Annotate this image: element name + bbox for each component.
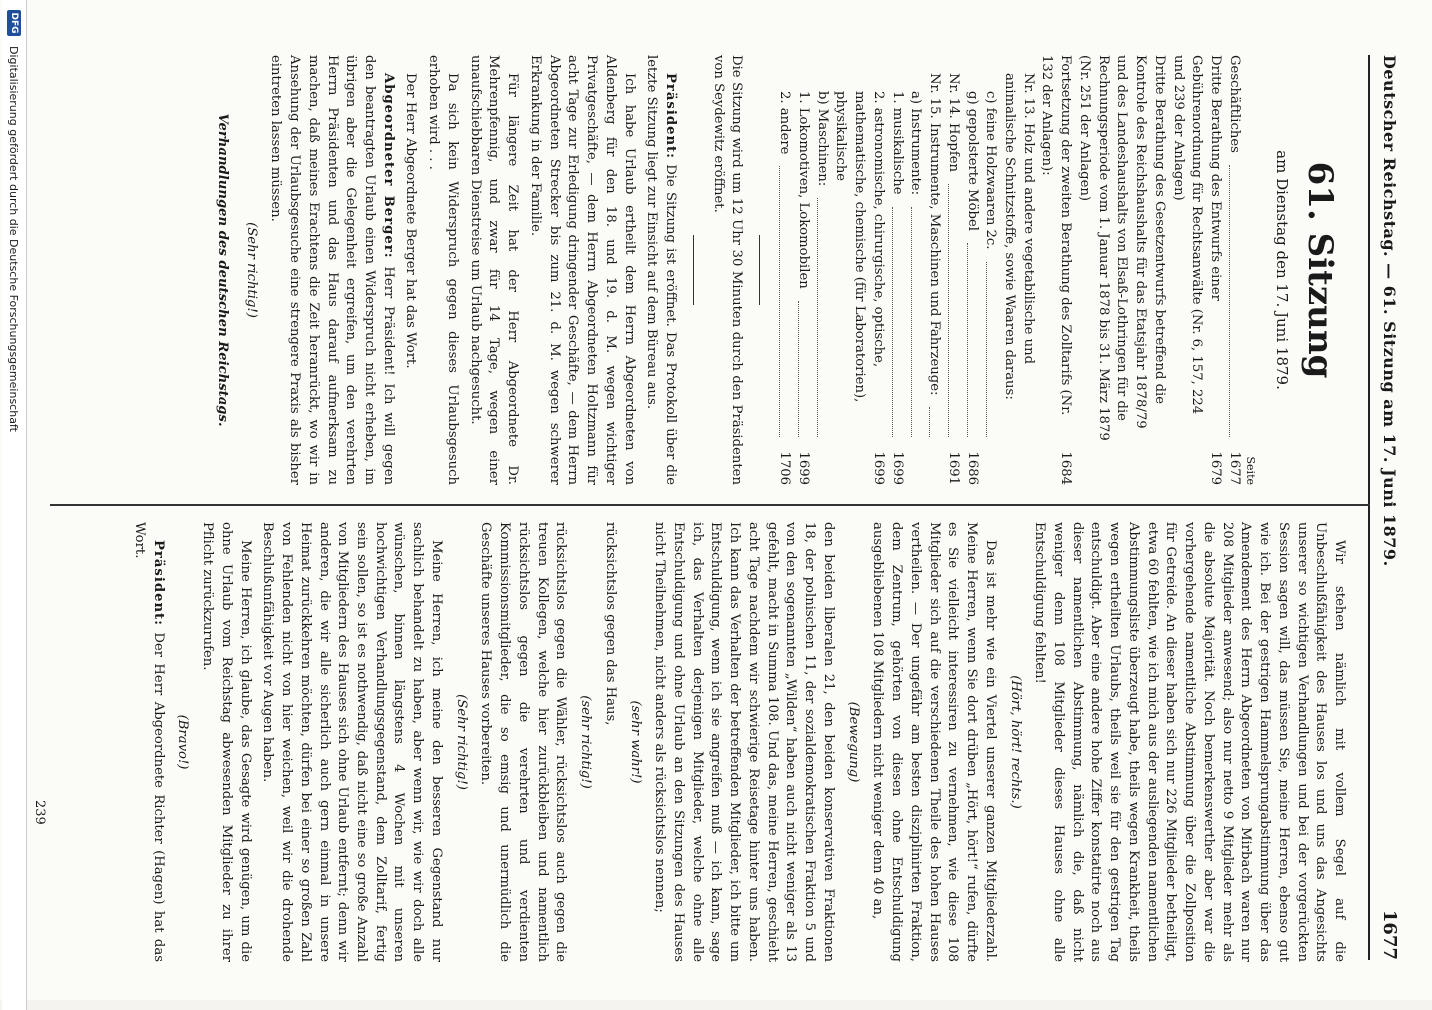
interjection-3: (sehr wahr!) xyxy=(627,700,643,784)
toc-entry-text: g) gepolsterte Möbel xyxy=(964,91,980,232)
toc-entry xyxy=(1074,55,1168,485)
interjection: (Sehr richtig!) xyxy=(243,222,259,318)
running-title: Deutscher Reichstag. — 61. Sitzung am 17. Juni 1879. xyxy=(1380,55,1400,567)
toc-entry-text: Dritte Berathung des Gesetzentwurfs betreffend die Kontrole des Reichshaushalts für das Etatsjahr 1878/79 und des Landeshaushalts von Elsaß-Lothringen für die Rechnungsperiode vom 1. Januar 1878 bis 31. März 1879 (Nr. 251 der Anlagen) xyxy=(1076,55,1167,441)
toc-leader-dots xyxy=(1229,165,1243,437)
toc-entry-page: 1699 xyxy=(795,451,811,485)
column-divider xyxy=(50,504,1370,506)
interjection-4: (sehr richtig!) xyxy=(578,695,594,789)
divider-rule-2 xyxy=(693,235,694,305)
toc-leader-dots xyxy=(967,243,981,437)
toc-entry xyxy=(812,55,831,485)
toc-leader-dots xyxy=(798,301,812,437)
berger-text: Herr Präsident! Ich will gegen den beantragten Urlaub einen Widerspruch nicht erheben, im übrigen aber die Gelegenheit ergreifen, um den verehrten Herrn Präsidenten und das Haus darauf aufmerksam zu machen, daß meines Erachtens die Zeit heranrückt, wo wir in Ansehung der Urlaubsgesuche eine strengere Praxis als bisher eintreten lassen müssen. xyxy=(268,55,396,485)
toc-entry xyxy=(887,55,906,485)
toc-entry xyxy=(999,55,1036,485)
toc-entry xyxy=(1168,55,1224,485)
toc-entry-page xyxy=(924,449,943,485)
digitization-text: Digitalisierung gefördert durch die Deutsche Forschungsgemeinschaft xyxy=(7,46,21,432)
divider-rule xyxy=(759,235,760,305)
toc-entry xyxy=(906,55,925,485)
toc-entry-text: b) Maschinen: xyxy=(814,91,830,187)
body-paragraph-7: Meine Herren, ich glaube, das Gesagte wird genügen, um die ohne Urlaub vom Reichstag abwesenden Mitglieder zu ihrer Pflicht zurückzurufen. xyxy=(200,522,253,962)
toc-entry-text: Nr. 13. Holz und andere vegetabilische und animalische Schnitzstoffe, sowie Waaren daraus: xyxy=(1002,73,1036,400)
toc-leader-dots xyxy=(817,198,831,437)
right-column xyxy=(125,522,1352,962)
president-text-2: Der Herr Abgeordnete Richter (Hagen) hat das Wort. xyxy=(131,522,166,962)
toc-entry-page: 1677 xyxy=(1226,451,1242,485)
toc-entry xyxy=(831,55,887,485)
body-paragraph-1: Wir stehen nämlich mit vollem Segel auf die Unbeschlußfähigkeit des Hauses los und uns das Angesichts unserer so wichtigen Verhandlungen und bei der vorgerückten Session sagen will, das müssen Sie, meine Herren, ebenso gut wie ich. Bei der gestrigen Hammelsprungabstimmung über das Amendement des Herrn Abgeordneten von Mirbach waren nur 208 Mitglieder anwesend; also nur netto 9 Mitglieder mehr als die absolute Majorität. Noch bemerkenswerther aber war die vorhergehende namentliche Abstimmung über die Zollposition für Getreide. An dieser haben sich nur 226 Mitglieder betheiligt, etwa 60 fehlten, wie ich mich aus der ausliegenden namentlichen Abstimmungsliste überzeugt habe, theils wegen Krankheit, theils wegen ertheilten Urlaubs, theils weil sie für den gestrigen Tag entschuldigt. Aber eine andere hohe Ziffer konstatirte noch aus dieser namentlichen Abstimmung, nämlich die, daß nicht weniger denn 108 Mitglieder dieses Hauses ohne alle Entschuldigung fehlten! xyxy=(1032,522,1347,962)
president-text: Die Sitzung ist eröffnet. Das Protokoll über die letzte Sitzung liegt zur Einsicht auf dem Büreau aus. xyxy=(644,55,678,485)
session-subtitle: am Dienstag den 17. Juni 1879. xyxy=(1272,150,1291,390)
toc-entry xyxy=(943,55,962,485)
speaker-label-berger: Abgeordneter Berger: xyxy=(380,73,396,259)
toc-leader-dots xyxy=(779,166,793,437)
toc-entry-page xyxy=(1074,476,1168,485)
toc-entry-text: a) Instrumente: xyxy=(908,91,924,196)
toc-entry-page: 1686 xyxy=(964,451,980,485)
toc-entry-text: 1. musikalische xyxy=(889,91,905,195)
leave-paragraph-2: Für längere Zeit hat der Herr Abgeordnete Dr. Mehrenpfennig, und zwar für 14 Tage, wegen einer unaufschiebbaren Dienstreise um Urlaub nachgesucht. xyxy=(467,55,521,485)
toc-entry xyxy=(924,55,943,485)
seite-label: Seite xyxy=(1244,456,1258,485)
toc-entry-text: 2. astronomische, chirurgische, optische, mathematische, chemische (für Laboratorien), physikalische xyxy=(833,91,886,403)
speaker-label-president: Präsident: xyxy=(150,540,166,627)
toc-entry-page: 1691 xyxy=(945,451,961,485)
body-paragraph-4: rücksichtslos gegen das Haus, xyxy=(602,522,618,726)
opening-paragraph: Die Sitzung wird um 12 Uhr 30 Minuten durch den Präsidenten von Seydewitz eröffnet. xyxy=(710,55,745,485)
body-paragraph-5: rücksichtslos gegen die Wähler, rücksichtslos auch gegen die treuen Kollegen, welche hier zurückbleiben und namentlich rücksichtslos gegen die verehrten und verdienten Kommissionsmitglieder, die so emsig und unermüdlich die Geschäfte unseres Hauses vorbereiten. xyxy=(478,522,569,962)
footer-title: Verhandlungen des deutschen Reichstags. xyxy=(214,113,230,427)
table-of-contents xyxy=(774,55,1242,485)
toc-entry-text: Geschäftliches xyxy=(1226,55,1242,153)
toc-entry-page: 1684 xyxy=(1058,451,1074,485)
body-paragraph-8 xyxy=(129,522,166,962)
toc-entry xyxy=(1224,55,1243,485)
signature-mark: 239 xyxy=(32,800,47,825)
dfg-logo: DFG xyxy=(7,10,21,36)
toc-entry xyxy=(981,55,1000,485)
interjection-6: (Bravo!) xyxy=(175,714,191,770)
toc-leader-dots xyxy=(892,207,906,438)
body-paragraph-3: den beiden liberalen 21, den beiden konservativen Fraktionen 18, der polnischen 11, der sozialdemokratischen Fraktion 5 und von den sogenannten „Wilden“ haben auch nicht weniger als 13 gefehlt, macht in Summa 108. Und das, meine Herren, geschieht acht Tage nachdem wir schwierige Reisetage hinter uns haben. Ich kann das Verhalten der betreffenden Mitglieder, ich bitte um Entschuldigung, wenn ich sie angreifen muß — ich kann, sage ich, das Verhalten derjenigen Mitglieder, welche ohne alle Entschuldigung und ohne Urlaub an den Sitzungen des Hauses nicht Theilnehmen, nicht anders als rücksichtslos nennen; xyxy=(652,522,836,962)
toc-entry-page: 1699 xyxy=(889,451,905,485)
toc-entry-page: 1699 xyxy=(870,451,886,485)
speaker-intro: Der Herr Abgeordnete Berger hat das Wort. xyxy=(403,73,419,369)
toc-entry-text: Dritte Berathung des Entwurfs einer Gebührenordnung für Rechtsanwälte (Nr. 6, 157, 224 und 239 der Anlagen) xyxy=(1170,55,1224,415)
body-paragraph-2: Das ist mehr wie ein Viertel unserer ganzen Mitgliederzahl. Meine Herren, wenn Sie dort drüben „Hört, hört!“ rufen, dürfte es Sie vielleicht interessiren zu vernehmen, wie diese 108 Mitglieder sich auf die verschiedenen Theile des hohen Hauses vertheilen. — Der ungefähr am besten disziplinirten Fraktion, dem Zentrum, gehörten von diesen ohne Entschuldigung ausgebliebenen 108 Mitgliedern nicht weniger denn 40 an, xyxy=(870,522,998,962)
toc-leader-dots xyxy=(948,184,962,437)
president-paragraph xyxy=(642,55,679,485)
toc-entry xyxy=(774,55,793,485)
interjection-5: (Sehr richtig!) xyxy=(453,694,469,790)
toc-entry xyxy=(962,55,981,485)
toc-entry-text: 1. Lokomotiven, Lokomobilen xyxy=(795,91,811,289)
session-title: 61. Sitzung xyxy=(1300,161,1340,379)
digitization-bar xyxy=(2,0,27,1010)
toc-leader-dots xyxy=(929,407,943,437)
toc-entry-text: Fortsetzung der zweiten Berathung des Zolltarifs (Nr. 132 der Anlagen): xyxy=(1039,55,1074,416)
toc-entry-text: 2. andere xyxy=(777,91,793,155)
speaker-label: Präsident: xyxy=(663,73,678,160)
toc-entry-page xyxy=(906,449,925,485)
page-header xyxy=(1368,55,1410,960)
toc-leader-dots xyxy=(986,262,1000,438)
left-column xyxy=(212,55,1352,485)
leave-paragraph-3: Da sich kein Widerspruch gegen dieses Urlaubsgesuch erhoben wird . . . xyxy=(426,55,460,485)
body-paragraph-6: Meine Herren, ich meine den besseren Gegenstand nur sachlich behandelt zu haben, aber wenn wir, wie wir doch alle wünschen, binnen längstens 4 Wochen mit unseren hochwichtigen Verhandlungsgegenstand, dem Zolltarif, fertig sein sollen, so ist es nothwendig, daß nicht eine so große Anzahl von Mitgliedern des Hauses sich ohne Urlaub entfernt; denn wir anderen, die wir alle sicherlich auch gern einmal in unsere Heimat zurückkehren möchten, dürfen bei einer so großen Zahl von Fehlenden nicht von hier weichen, weil wir die drohende Beschlußunfähigkeit vor Augen haben. xyxy=(260,522,444,962)
leave-paragraph-1: Ich habe Urlaub ertheilt dem Herrn Abgeordneten von Aldenberg für den 18. und 19. d. M. wegen wichtiger Privatgeschäfte, — dem Herrn Abgeordneten Holtzmann für acht Tage zur Erledigung dringender Geschäfte, — dem Herrn Abgeordneten Strecker bis zum 21. d. M. wegen schwerer Erkrankung in der Familie. xyxy=(527,55,637,485)
toc-entry xyxy=(1037,55,1074,485)
toc-entry-text: c) feine Holzwaaren 2c. xyxy=(983,91,999,250)
toc-entry-text: Nr. 14. Hopfen xyxy=(945,73,961,173)
berger-paragraph xyxy=(266,55,397,485)
toc-entry-page: 1679 xyxy=(1208,451,1224,485)
interjection-2: (Bewegung) xyxy=(845,701,861,783)
toc-leader-dots xyxy=(911,207,925,437)
toc-entry-text: Nr. 15. Instrumente, Maschinen und Fahrzeuge: xyxy=(927,73,943,396)
toc-entry-page xyxy=(812,449,831,485)
toc-entry xyxy=(793,55,812,485)
toc-entry-page xyxy=(981,449,1000,485)
toc-entry-page: 1706 xyxy=(777,451,793,485)
page-number: 1677 xyxy=(1379,909,1401,960)
interjection-1: (Hört, hört! rechts.) xyxy=(1007,675,1023,809)
toc-entry-page xyxy=(999,464,1036,485)
